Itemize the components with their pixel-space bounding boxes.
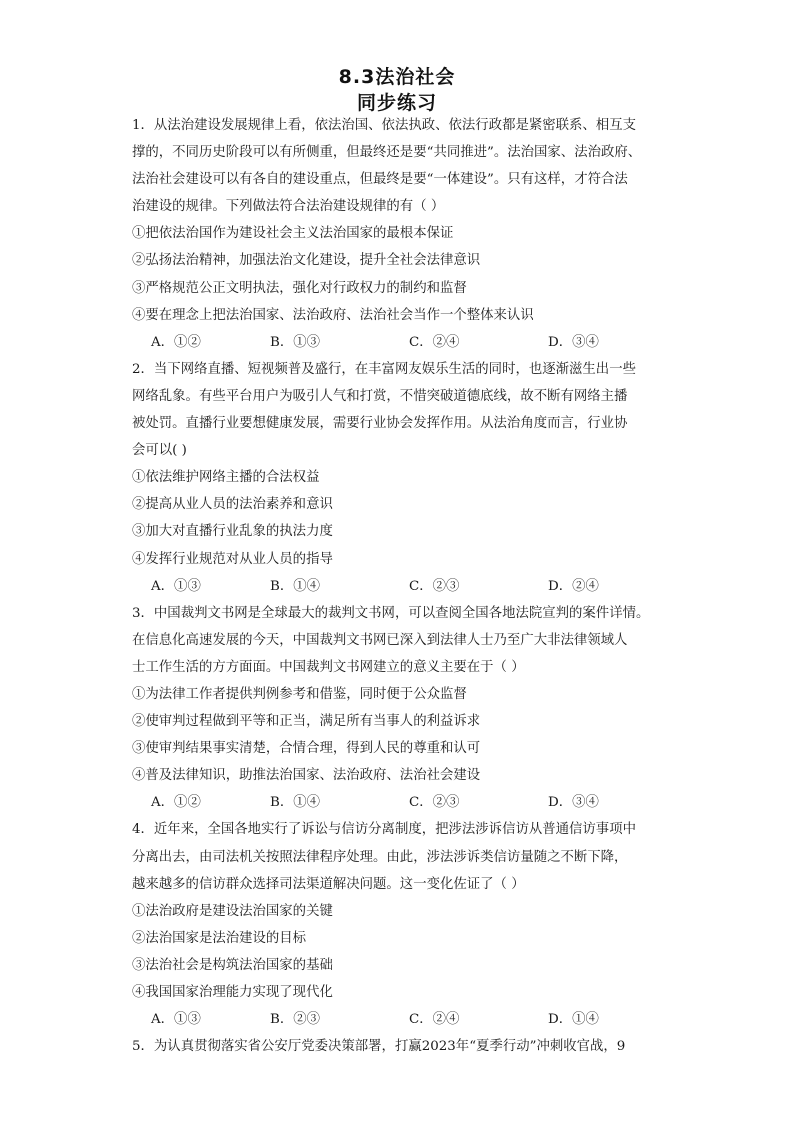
question-stem-line: 5．为认真贯彻落实省公安厅党委决策部署，打赢2023年“夏季行动”冲刺收官战，9 <box>132 1039 626 1055</box>
answer-option-d[interactable]: D．①④ <box>548 1012 599 1028</box>
statement-item: ①把依法治国作为建设社会主义法治国家的最根本保证 <box>132 226 454 242</box>
question-stem-line: 撑的，不同历史阶段可以有所侧重，但最终还是要“共同推进”。法治国家、法治政府、 <box>132 145 642 161</box>
question-stem-line: 在信息化高速发展的今天，中国裁判文书网已深入到法律人士乃至广大非法律领域人 <box>132 632 628 648</box>
answer-options <box>132 789 672 816</box>
answer-option-c[interactable]: C．②③ <box>409 795 460 811</box>
answer-option-c[interactable]: C．②③ <box>409 578 460 594</box>
question-stem-line: 网络乱象。有些平台用户为吸引人气和打赏，不惜突破道德底线，故不断有网络主播 <box>132 388 628 404</box>
answer-option-b[interactable]: B．①③ <box>270 334 321 350</box>
statement-item: ①依法维护网络主播的合法权益 <box>132 470 320 486</box>
statement-item: ④发挥行业规范对从业人员的指导 <box>132 551 333 567</box>
question-2 <box>132 356 672 600</box>
question-4 <box>132 816 672 1033</box>
question-stem-line: 治建设的规律。下列做法符合法治建设规律的有（ ） <box>132 199 445 215</box>
answer-option-b[interactable]: B．②③ <box>270 1012 321 1028</box>
page-title: 8.3法治社会 <box>338 66 456 88</box>
statement-item: ②弘扬法治精神，加强法治文化建设，提升全社会法律意识 <box>132 253 481 269</box>
answer-option-a[interactable]: A．①③ <box>151 1012 201 1028</box>
statement-item: ③使审判结果事实清楚，合情合理，得到人民的尊重和认可 <box>132 741 481 757</box>
answer-option-a[interactable]: A．①③ <box>151 578 201 594</box>
answer-option-c[interactable]: C．②④ <box>409 1012 460 1028</box>
page-subtitle: 同步练习 <box>356 92 437 114</box>
statement-item: ④要在理念上把法治国家、法治政府、法治社会当作一个整体来认识 <box>132 307 534 323</box>
question-stem-line: 分离出去，由司法机关按照法律程序处理。由此，涉法涉诉类信访量随之不断下降， <box>132 849 628 865</box>
answer-options <box>132 573 672 600</box>
answer-option-b[interactable]: B．①④ <box>270 578 321 594</box>
question-stem-line: 会可以( ) <box>132 443 187 459</box>
question-stem-line: 2．当下网络直播、短视频普及盛行，在丰富网友娱乐生活的同时，也逐渐滋生出一些 <box>132 361 636 377</box>
statement-item: ④普及法律知识，助推法治国家、法治政府、法治社会建设 <box>132 768 481 784</box>
statement-item: ③加大对直播行业乱象的执法力度 <box>132 524 333 540</box>
statement-item: ①为法律工作者提供判例参考和借鉴，同时便于公众监督 <box>132 686 467 702</box>
statement-item: ②法治国家是法治建设的目标 <box>132 930 307 946</box>
question-stem-line: 1．从法治建设发展规律上看，依法治国、依法执政、依法行政都是紧密联系、相互支 <box>132 118 636 133</box>
question-stem-line: 法治社会建设可以有各自的建设重点，但最终是要“一体建设”。只有这样，才符合法 <box>132 172 628 188</box>
question-stem-line: 被处罚。直播行业要想健康发展，需要行业协会发挥作用。从法治角度而言，行业协 <box>132 416 628 432</box>
question-stem-line: 3．中国裁判文书网是全球最大的裁判文书网，可以查阅全国各地法院宣判的案件详情。 <box>132 605 650 621</box>
statement-item: ④我国国家治理能力实现了现代化 <box>132 985 333 1000</box>
question-1 <box>132 112 672 356</box>
statement-item: ③严格规范公正文明执法，强化对行政权力的制约和监督 <box>132 280 467 296</box>
question-3 <box>132 600 672 817</box>
answer-options <box>132 329 672 356</box>
statement-item: ①法治政府是建设法治国家的关键 <box>132 903 333 919</box>
question-stem-line: 士工作生活的方方面面。中国裁判文书网建立的意义主要在于（ ） <box>132 659 525 675</box>
answer-option-d[interactable]: D．③④ <box>548 795 599 811</box>
question-list <box>132 112 672 1060</box>
answer-option-a[interactable]: A．①② <box>151 334 201 350</box>
question-stem-line: 越来越多的信访群众选择司法渠道解决问题。这一变化佐证了（ ） <box>132 876 525 892</box>
answer-option-d[interactable]: D．②④ <box>548 578 599 594</box>
answer-option-b[interactable]: B．①④ <box>270 795 321 811</box>
question-5 <box>132 1033 672 1060</box>
statement-item: ③法治社会是构筑法治国家的基础 <box>132 957 333 973</box>
answer-option-a[interactable]: A．①② <box>151 795 201 811</box>
question-stem-line: 4．近年来，全国各地实行了诉讼与信访分离制度，把涉法涉诉信访从普通信访事项中 <box>132 822 636 838</box>
answer-options <box>132 1006 672 1033</box>
statement-item: ②提高从业人员的法治素养和意识 <box>132 497 333 513</box>
answer-option-c[interactable]: C．②④ <box>409 334 460 350</box>
statement-item: ②使审判过程做到平等和正当，满足所有当事人的利益诉求 <box>132 714 481 730</box>
answer-option-d[interactable]: D．③④ <box>548 334 599 350</box>
